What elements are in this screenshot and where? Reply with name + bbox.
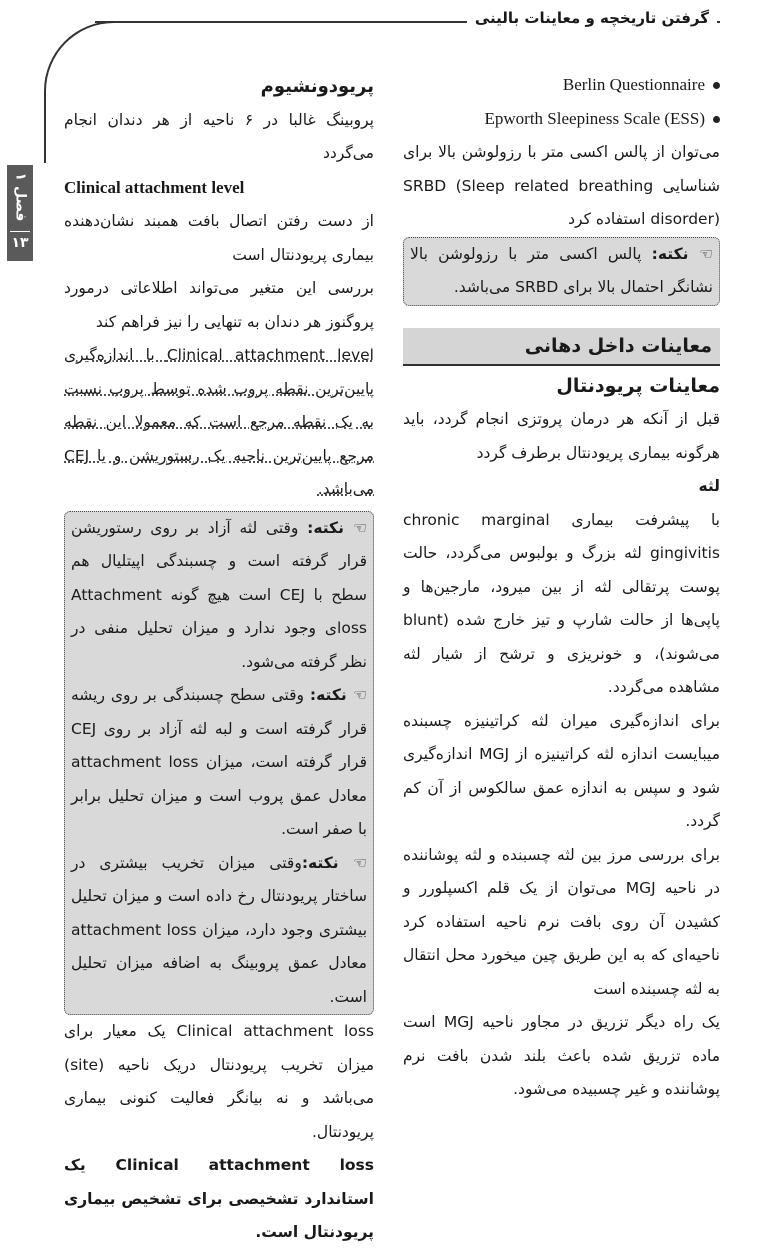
paragraph: برای بررسی مرز بین لثه چسبنده و لثه پوشاننده در ناحیه MGJ می‌توان از یک قلم اکسپلورر و کشیدن آن روی بافت نرم ناحیه استفاده کرد ناحیه‌ای که به این طریق چین میخورد محل انتقال به لثه چسبنده است — [403, 845, 720, 998]
bullet-item — [403, 68, 720, 102]
paragraph: از دست رفتن اتصال بافت همبند نشان‌دهنده بیماری پریودنتال است — [64, 212, 374, 264]
paragraph-bold: Clinical attachment loss یک استاندارد تشخیصی برای تشخیص بیماری پریودنتال است. — [64, 1156, 374, 1241]
paragraph: یک راه دیگر تزریق در مجاور ناحیه MGJ است ماده تزریق شده باعث بلند شدن بافت نرم پوشاننده و غیر چسبیده می‌شود. — [403, 1013, 720, 1098]
section-title: معاینات داخل دهانی — [403, 328, 720, 366]
heading-cal: Clinical attachment level — [64, 177, 245, 197]
paragraph: پروبینگ غالبا در ۶ ناحیه از هر دندان انجام می‌گردد — [64, 110, 374, 162]
bullet-dot-icon — [713, 82, 720, 89]
chapter-tab — [7, 165, 33, 261]
paragraph: قبل از آنکه هر درمان پروتزی انجام گردد، باید هرگونه بیماری پریودنتال برطرف گردد — [403, 410, 720, 462]
chapter-label: فصل ۱ — [12, 172, 29, 222]
paragraph: Clinical attachment level با اندازه‌گیری پایین‌ترین نقطه پروب شده توسط پروب نسبت به یک نقطه مرجع است که معمولا این نقطه مرجع پایین‌ترین ناحیه یک رستوریشن و یا CEJ می‌باشد. — [64, 346, 374, 498]
left-column — [64, 70, 374, 1250]
note-item: ☜ نکته: وقتی لثه آزاد بر روی رستوریشن قرار گرفته است و چسبندگی اپیتلیال هم سطح با CEJ است هیچ گونه Attachment lossی وجود ندارد و میزان تحلیل منفی در نظر گرفته می‌شود. — [71, 518, 367, 671]
note-item: ☜ نکته:وقتی میزان تخریب بیشتری در ساختار پریودنتال رخ داده است و میزان تحلیل بیشتری وجود دارد، میزان attachment loss معادل عمق پروبینگ به اضافه میزان تحلیل است. — [71, 853, 368, 1006]
paragraph: با پیشرفت بیماری chronic marginal gingivitis لثه بزرگ و بولبوس می‌گردد، حالت پوست پرتقالی لثه از بین میرود، مارجین‌ها و پاپی‌ها از حالت شارپ و تیز خارج شده (blunt می‌شوند)، و خونریزی و ترشح از شیار لثه مشاهده می‌گردد. — [403, 510, 720, 696]
running-header-title: گرفتن تاریخچه و معاینات بالینی — [467, 9, 717, 27]
bullet-item — [403, 102, 720, 136]
page-number: ۱۳ — [11, 235, 29, 251]
paragraph: برای اندازه‌گیری میران لثه کراتینیزه چسبنده میبایست اندازه لثه کراتینیزه از MGJ اندازه‌گیری شود و سپس به اندازه عمق سالکوس از آن کم گردد. — [403, 711, 720, 830]
paragraph: Clinical attachment loss یک معیار برای میزان تخریب پریودنتال دریک ناحیه (site) می‌باشد و نه بیانگر فعالیت کنونی بیماری پریودنتال. — [64, 1022, 374, 1141]
note-box — [403, 237, 720, 306]
right-column — [403, 68, 720, 1107]
note-label: نکته: — [651, 244, 689, 263]
pointing-hand-icon: ☜ — [338, 853, 367, 872]
gum-heading: لثه — [698, 477, 720, 495]
pointing-hand-icon: ☜ — [343, 518, 367, 537]
pointing-hand-icon: ☜ — [688, 244, 713, 263]
heading-periodontium: پریودونشیوم — [260, 76, 374, 97]
paragraph: بررسی این متغیر می‌تواند اطلاعاتی درمورد پروگنوز هر دندان به تنهایی را نیز فراهم کند — [64, 279, 374, 331]
bullet-dot-icon — [713, 116, 720, 123]
bullet-text: Epworth Sleepiness Scale (ESS) — [484, 109, 705, 129]
subsection-title: معاینات پریودنتال — [556, 374, 720, 397]
pointing-hand-icon: ☜ — [346, 686, 367, 704]
note-text: پالس اکسی متر با رزولوشن بالا نشانگر احتمال بالا برای SRBD می‌باشد. — [410, 244, 713, 296]
bullet-text: Berlin Questionnaire — [562, 75, 705, 95]
tab-divider — [10, 231, 30, 232]
notes-box — [64, 511, 374, 1016]
note-item: ☜ نکته: وقتی سطح چسبندگی بر روی ریشه قرار گرفته است و لبه لثه آزاد بر روی CEJ قرار گرفته است، میزان attachment loss معادل عمق پروب است و میزان تحلیل برابر با صفر است. — [71, 686, 367, 838]
paragraph: می‌توان از پالس اکسی متر با رزولوشن بالا برای شناسایی SRBD (Sleep related breathing disorder) استفاده کرد — [403, 143, 720, 228]
